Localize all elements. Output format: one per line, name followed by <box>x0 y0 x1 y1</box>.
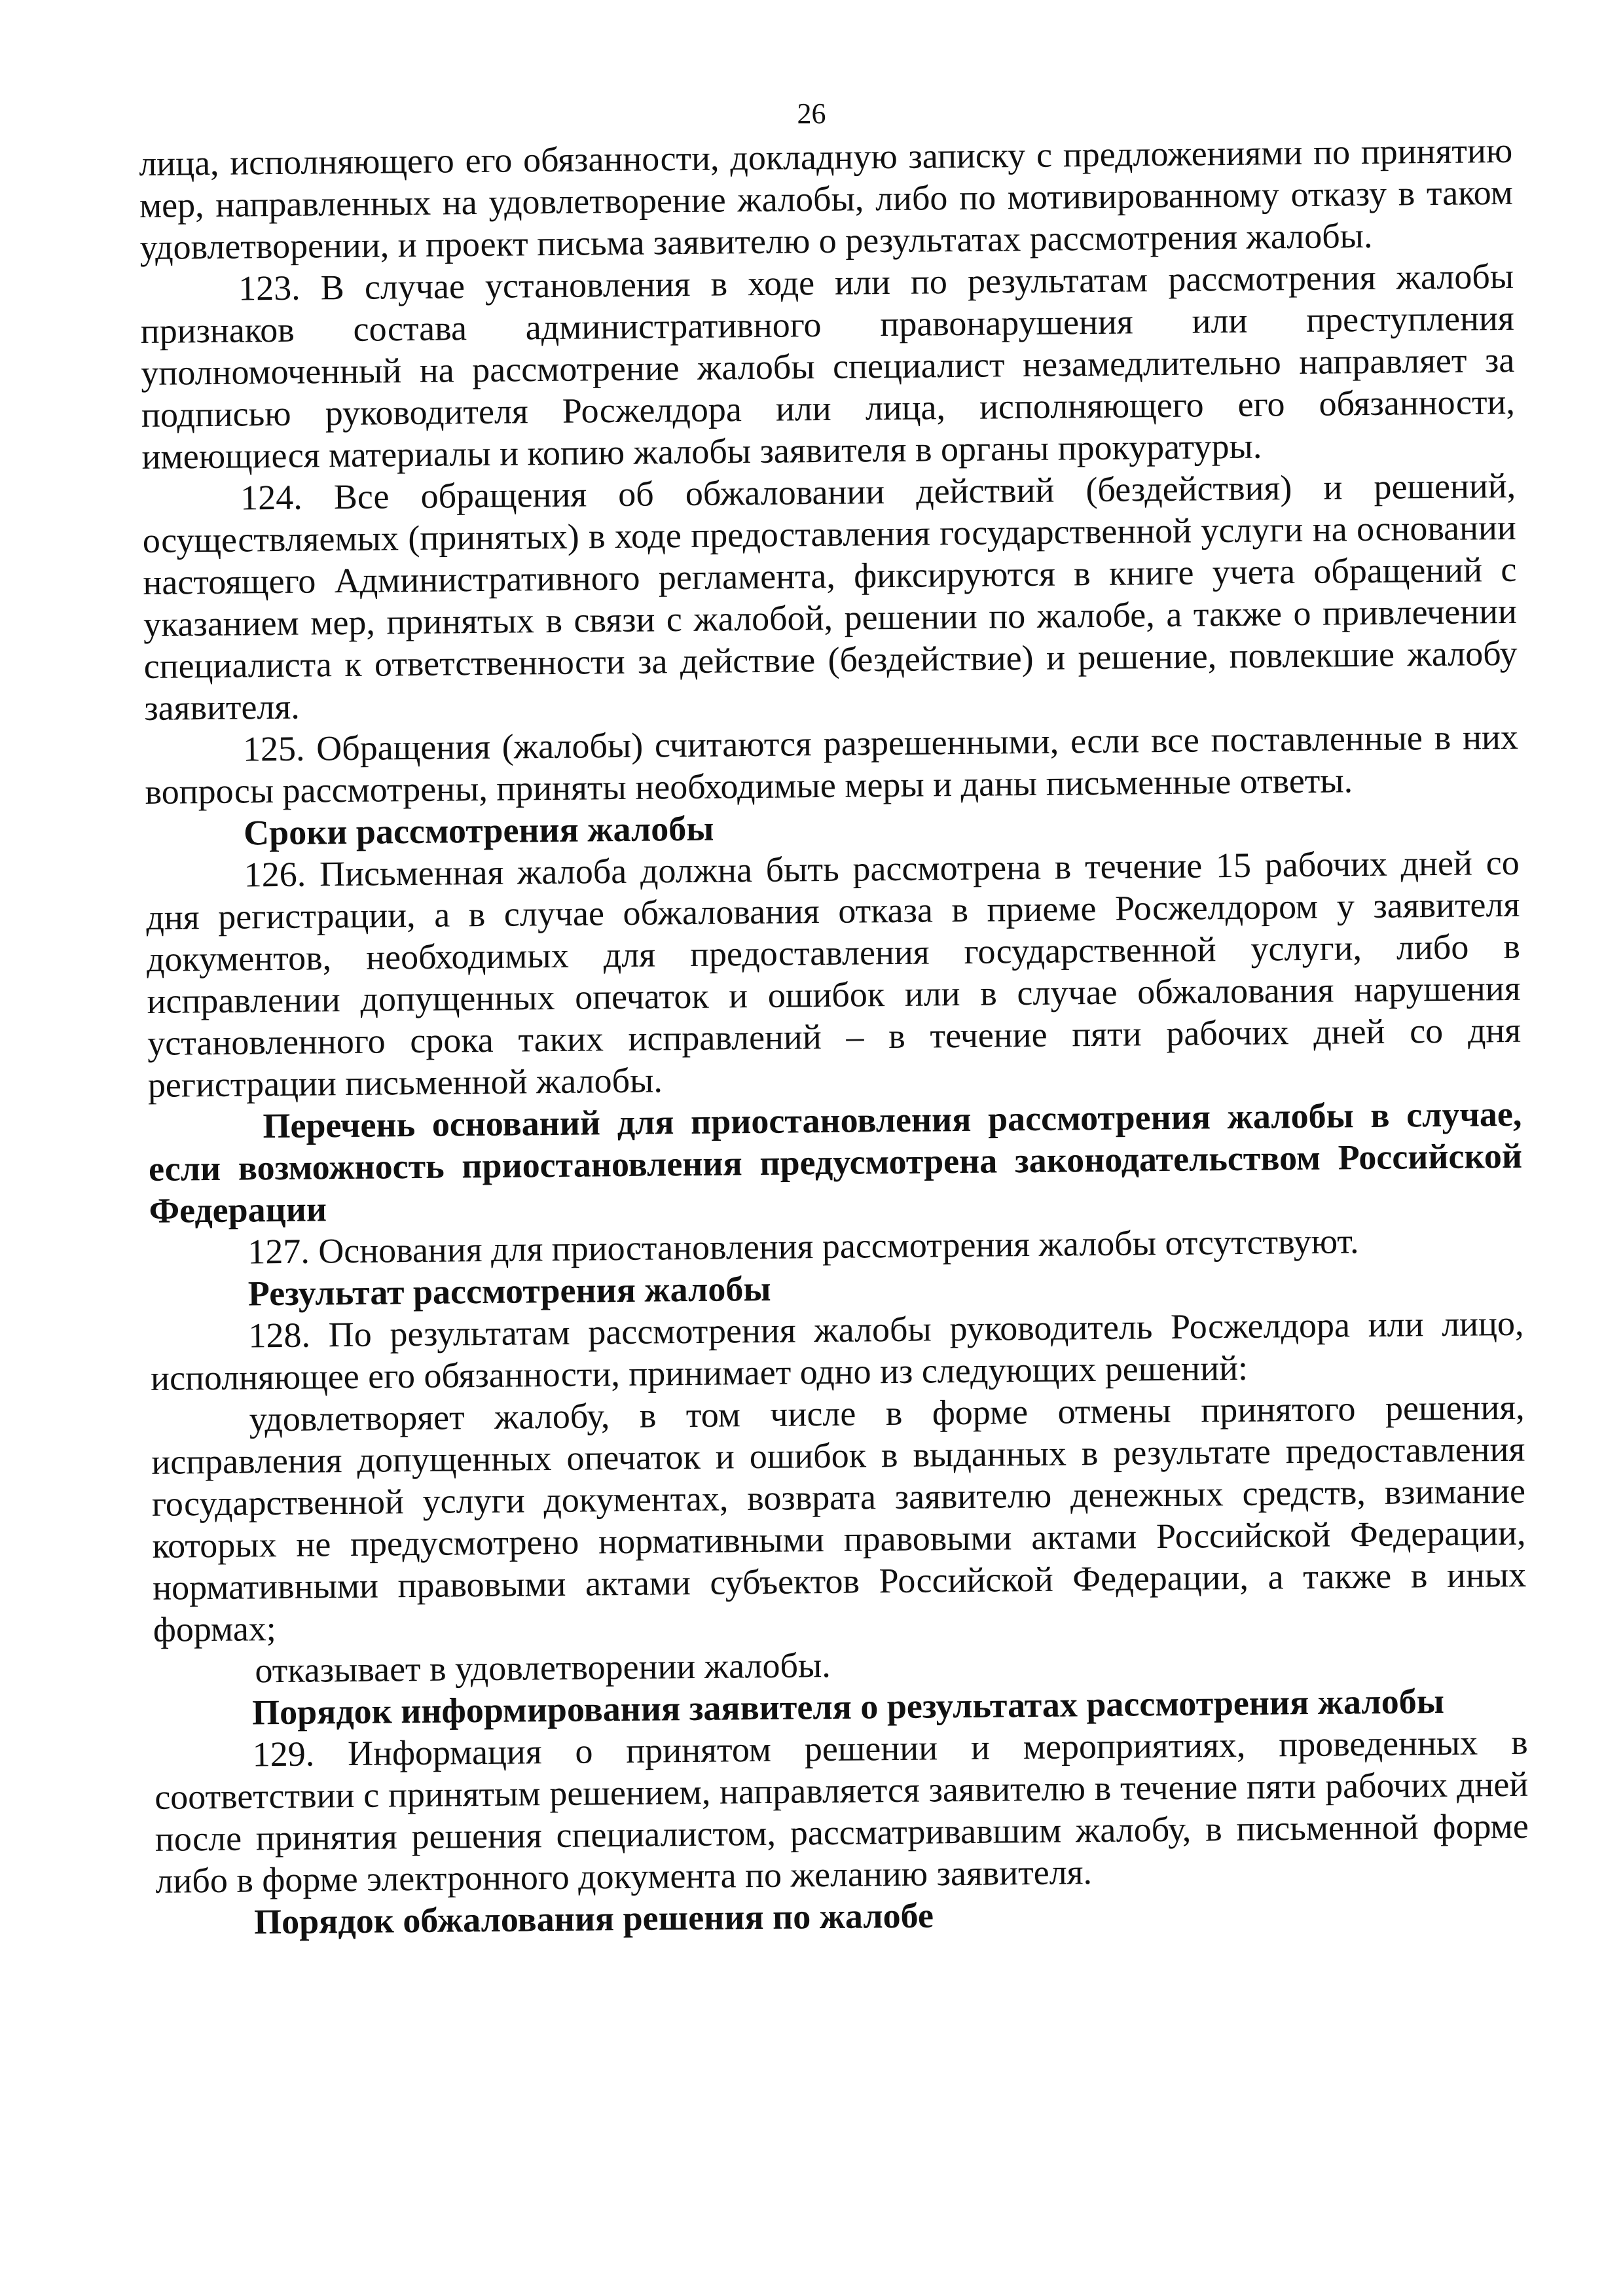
heading-appeal-procedure: Порядок обжалования решения по жалобе <box>253 1895 934 1942</box>
paragraph-127: 127. Основания для приостановления рассмотрения жалобы отсутствуют. <box>247 1221 1359 1272</box>
paragraph-123: 123. В случае установления в ходе или по результатам рассмотрения жалобы признаков состава административного правонарушения или преступления уполномоченный на рассмотрение жалобы специалист незамедлительно направляет за подписью руководителя Росжелдора или лица, исполняющего его обязанности, имеющиеся материалы и копию жалобы заявителя в органы прокуратуры. <box>140 256 1516 476</box>
paragraph-126: 126. Письменная жалоба должна быть рассмотрена в течение 15 рабочих дней со дня регистрации, а в случае обжалования отказа в приеме Росжелдором у заявителя документов, необходимых для предоставления государственной услуги, либо в исправлении допущенных опечаток и ошибок или в случае обжалования нарушения установленного срока таких исправлений – в течение пяти рабочих дней со дня регистрации письменной жалобы. <box>146 842 1522 1105</box>
paragraph-125: 125. Обращения (жалобы) считаются разрешенными, если все поставленные в них вопросы рассмотрены, приняты необходимые меры и даны письменные ответы. <box>145 717 1519 812</box>
page-number: 26 <box>797 98 826 130</box>
heading-review-result: Результат рассмотрения жалобы <box>247 1268 771 1314</box>
paragraph-124: 124. Все обращения об обжаловании действий (бездействия) и решений, осуществляемых (принятых) в ходе предоставления государственной услуги на основании настоящего Административного регламента, фиксируются в книге учета обращений с указанием мер, принятых в связи с жалобой, решении по жалобе, а также о привлечении специалиста к ответственности за действие (бездействие) и решение, повлекшие жалобу заявителя. <box>142 465 1518 728</box>
heading-informing-procedure: Порядок информирования заявителя о результатах рассмотрения жалобы <box>251 1681 1445 1732</box>
paragraph-128: 128. По результатам рассмотрения жалобы руководитель Росжелдора или лицо, исполняющее его обязанности, принимает одно из следующих решений: <box>150 1303 1524 1398</box>
paragraph-128-option-satisfy: удовлетворяет жалобу, в том числе в форме отмены принятого решения, исправления допущенных опечаток и ошибок в выданных в результате предоставления государственной услуги документах, возврата заявителю денежных средств, взимание которых не предусмотрено нормативными правовыми актами Российской Федерации, нормативными правовыми актами субъектов Российской Федерации, а также в иных формах; <box>151 1387 1527 1649</box>
paragraph-continuation: лица, исполняющего его обязанности, докладную записку с предложениями по принятию мер, направленных на удовлетворение жалобы, либо по мотивированному отказу в таком удовлетворении, и проект письма заявителю о результатах рассмотрения жалобы. <box>139 130 1514 267</box>
document-body <box>139 130 1529 1944</box>
paragraph-128-option-refuse: отказывает в удовлетворении жалобы. <box>255 1645 831 1691</box>
heading-suspension-grounds: Перечень оснований для приостановления рассмотрения жалобы в случае, если возможность приостановления предусмотрена законодательством Российской Федерации <box>148 1094 1523 1230</box>
paragraph-129: 129. Информация о принятом решении и мероприятиях, проведенных в соответствии с принятым решением, направляется заявителю в течение пяти рабочих дней после принятия решения специалистом, рассматривавшим жалобу, в письменной форме либо в форме электронного документа по желанию заявителя. <box>154 1722 1529 1901</box>
heading-review-terms: Сроки рассмотрения жалобы <box>243 808 714 853</box>
